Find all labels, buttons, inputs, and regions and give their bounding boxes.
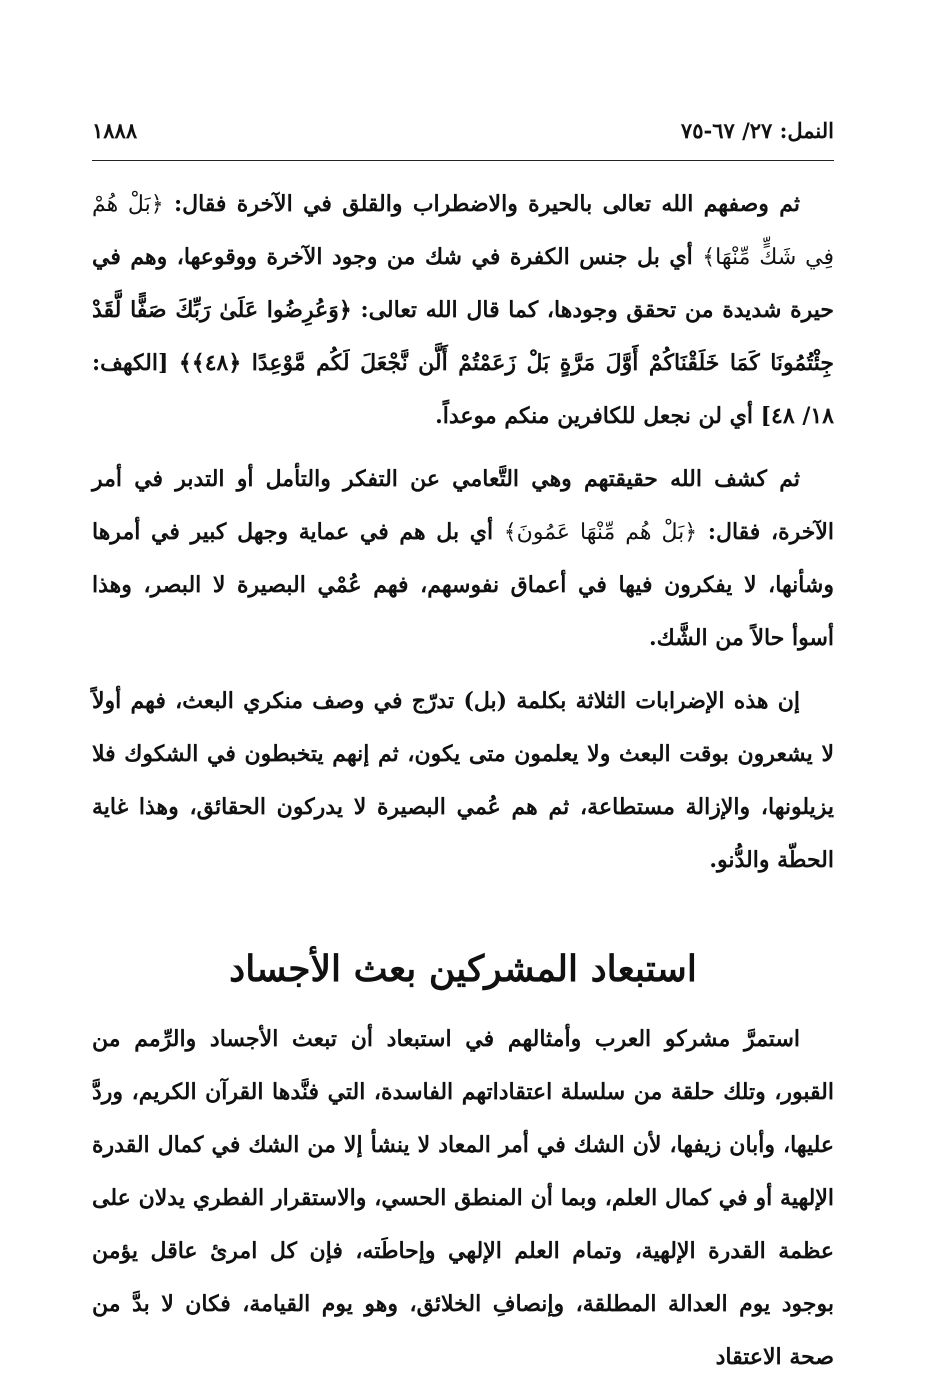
quran-verse: ﴿بَلْ هُم مِّنْهَا عَمُونَ﴾ [503, 520, 698, 545]
section-heading: استبعاد المشركين بعث الأجساد [229, 948, 697, 990]
page-body [92, 178, 834, 1394]
paragraph-text: أي بل جنس الكفرة في شك من وجود الآخرة ووقوعها، وهم في حيرة شديدة من تحقق وجودها، كما قال الله تعالى: ﴿وَعُرِضُوا عَلَىٰ رَبِّكَ صَفًّا لَّقَدْ جِئْتُمُونَا كَمَا خَلَقْنَاكُمْ أَوَّلَ مَرَّةٍ بَلْ زَعَمْتُمْ أَلَّن نَّجْعَلَ لَكُم مَّوْعِدًا ﴿٤٨﴾﴾ [الكهف: ١٨/ ٤٨] أي لن نجعل للكافرين منكم موعداً. [92, 244, 835, 429]
page-number: ١٨٨٨ [92, 118, 138, 143]
paragraph-2 [92, 453, 834, 665]
section-paragraph: استمرَّ مشركو العرب وأمثالهم في استبعاد أن تبعث الأجساد والرِّمم من القبور، وتلك حلقة من سلسلة اعتقاداتهم الفاسدة، التي فنَّدها القرآن الكريم، وردَّ عليها، وأبان زيفها، لأن الشك في أمر المعاد لا ينشأ إلا من الشك في كمال القدرة الإلهية أو في كمال العلم، وبما أن المنطق الحسي، والاستقرار الفطري يدلان على عظمة القدرة الإلهية، وتمام العلم الإلهي وإحاطَته، فإن كل امرئ عاقل يؤمن بوجود يوم العدالة المطلقة، وإنصافِ الخلائق، وهو يوم القيامة، فكان لا بدَّ من صحة الاعتقاد [92, 1026, 834, 1370]
surah-reference: النمل: ٢٧/ ٦٧-٧٥ [680, 118, 834, 143]
paragraph-text: أي بل هم في عماية وجهل كبير في أمرها وشأنها، لا يفكرون فيها في أعماق نفوسهم، فهم عُمْي البصيرة لا البصر، وهذا أسوأ حالاً من الشَّك. [92, 519, 834, 651]
running-header [92, 118, 834, 152]
paragraph-1 [92, 178, 834, 443]
paragraph-text: ثم وصفهم الله تعالى بالحيرة والاضطراب والقلق في الآخرة فقال: [163, 191, 800, 217]
quran-verse: ﴿بَلْ هُمْ فِي شَكٍّ مِّنْهَا﴾ [92, 192, 834, 270]
paragraph-3 [92, 675, 834, 887]
paragraph-text: إن هذه الإضرابات الثلاثة بكلمة (بل) تدرّج في وصف منكري البعث، فهم أولاً لا يشعرون بوقت البعث ولا يعلمون متى يكون، ثم إنهم يتخبطون في الشكوك فلا يزيلونها، والإزالة مستطاعة، ثم هم عُمي البصيرة لا يدركون الحقائق، وهذا غاية الحطّة والدُّنو. [92, 688, 834, 873]
header-divider [92, 160, 834, 161]
paragraph-text: ثم كشف الله حقيقتهم وهي التَّعامي عن التفكر والتأمل أو التدبر في أمر الآخرة، فقال: [92, 466, 835, 545]
